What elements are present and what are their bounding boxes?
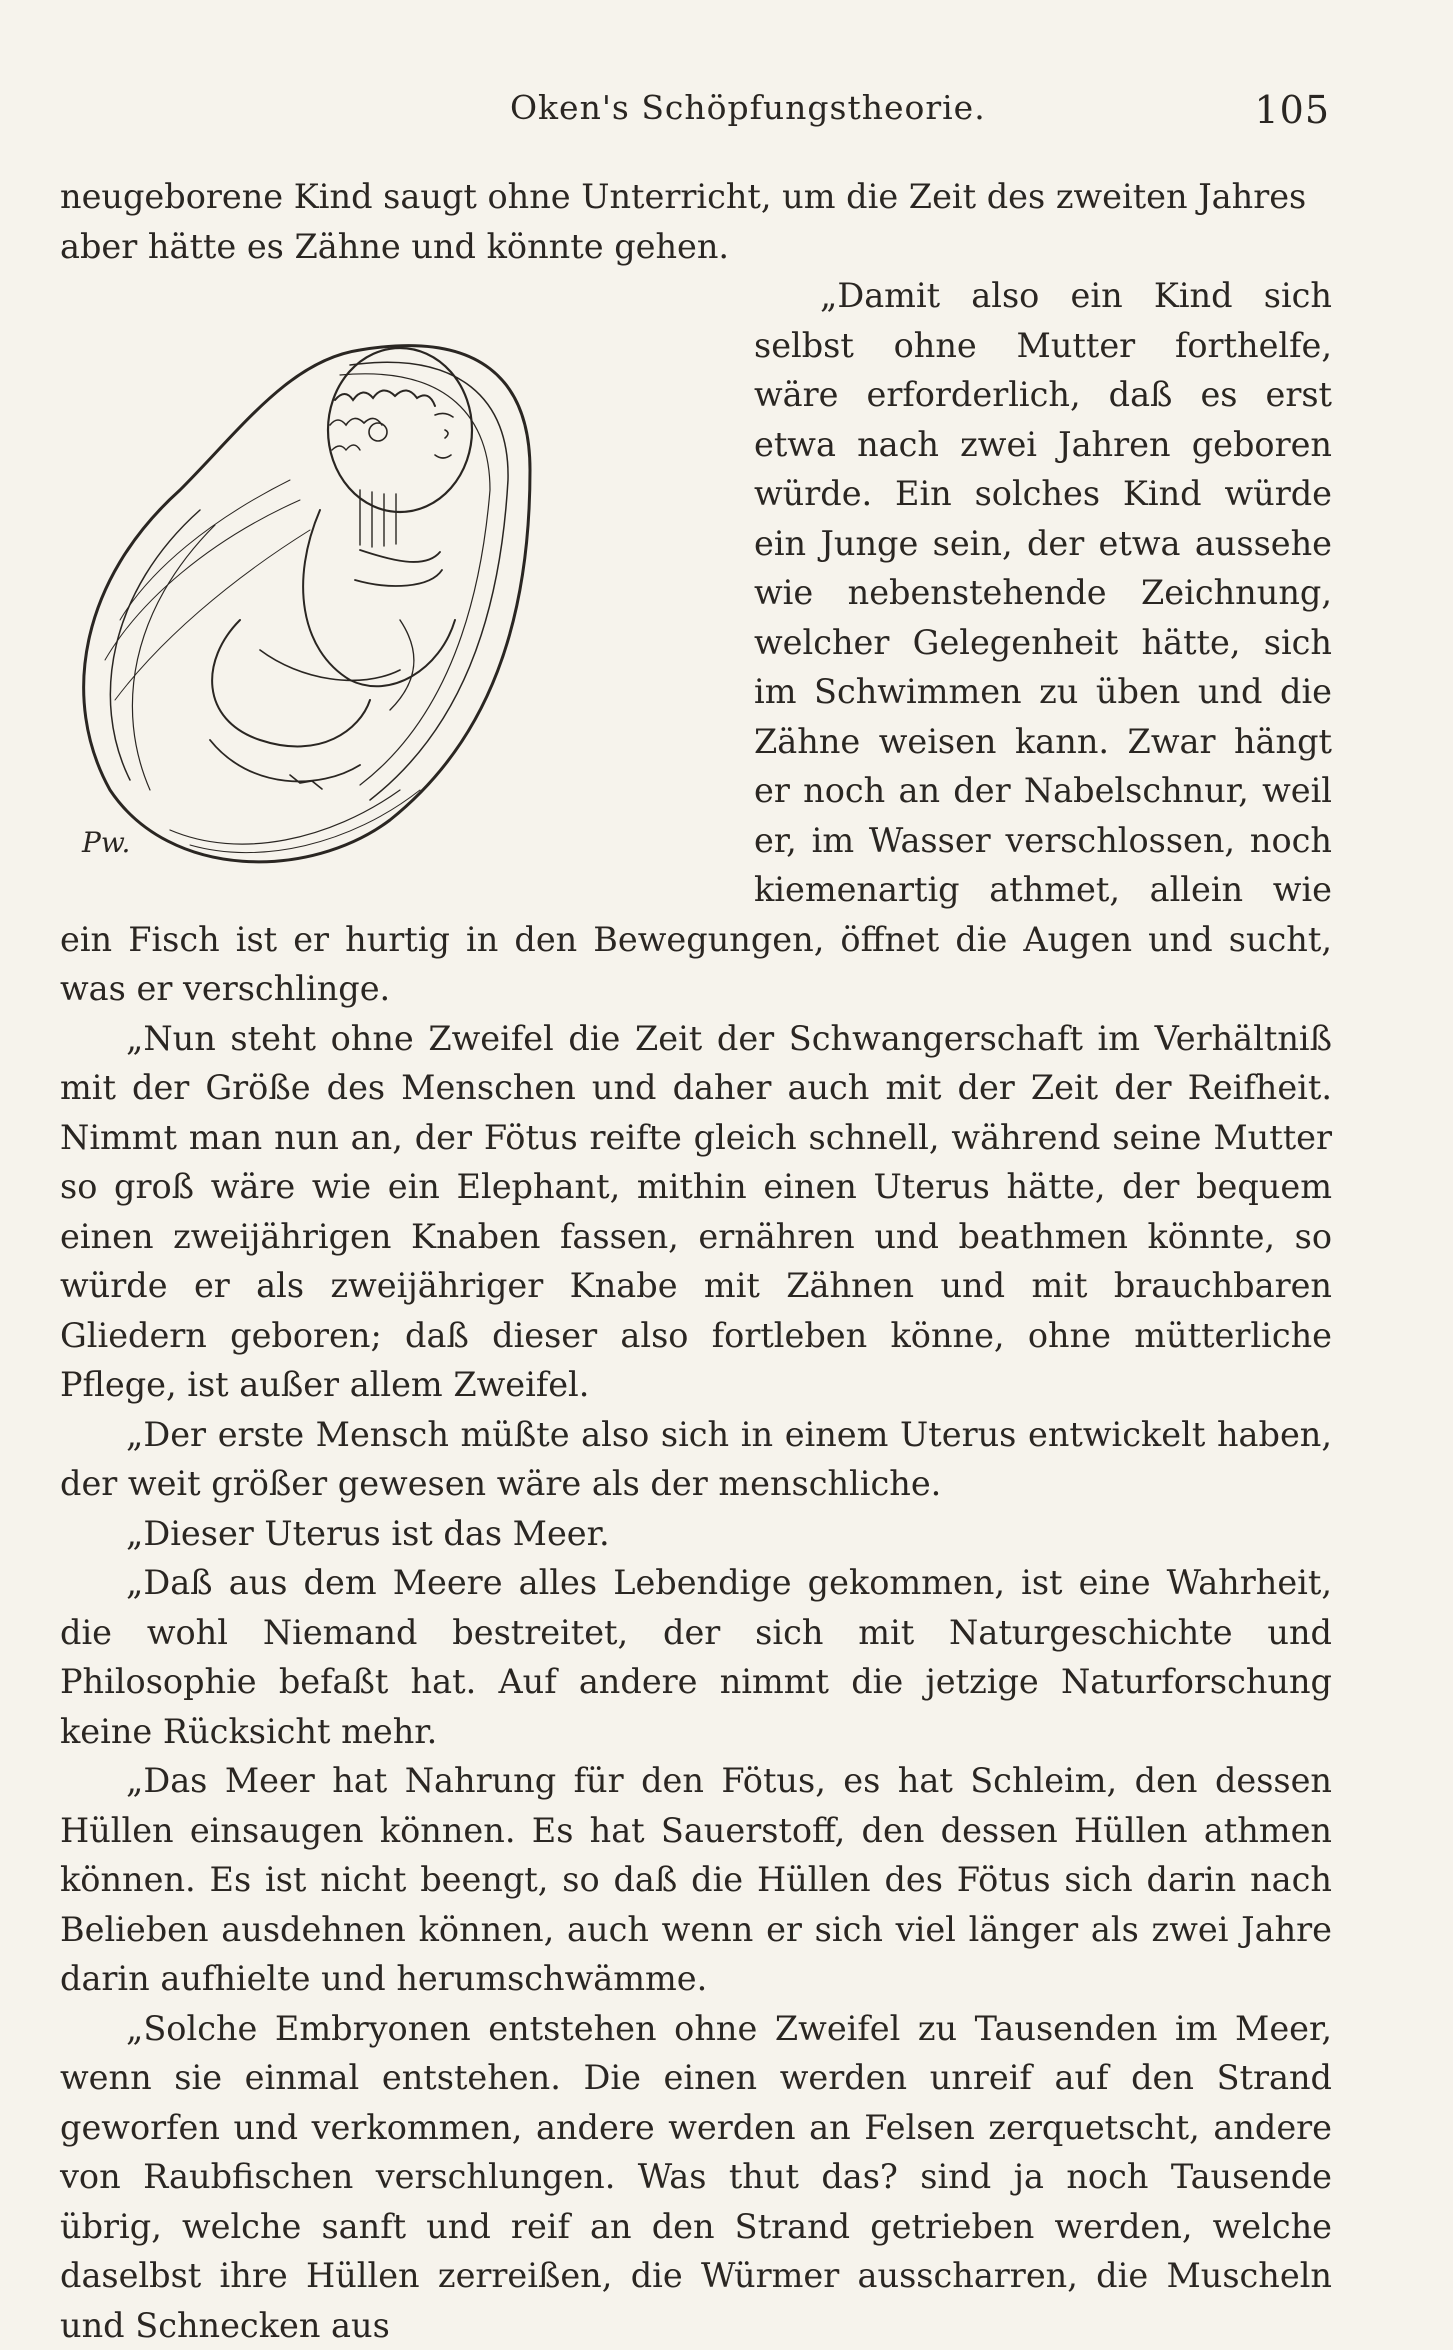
paragraph-3: „Nun steht ohne Zweifel die Zeit der Schwangerschaft im Verhältniß mit der Größe des Menschen und daher auch mit der Zeit der Reifheit. Nimmt man nun an, der Fötus reifte gleich schnell, während seine Mutter so groß wäre wie ein Elephant, mithin einen Uterus hätte, der bequem einen zweijährigen Knaben fassen, ernähren und beathmen könnte, so würde er als zweijähriger Knabe mit Zähnen und mit brauchbaren Gliedern geboren; daß dieser also fortleben könne, ohne mütterliche Pflege, ist außer allem Zweifel. — [60, 1014, 1332, 1410]
paragraph-5: „Dieser Uterus ist das Meer. — [60, 1509, 1332, 1559]
paragraph-1: neugeborene Kind saugt ohne Unterricht, um die Zeit des zweiten Jahres aber hätte es Zähne und könnte gehen. — [60, 172, 1332, 271]
embryo-figure — [60, 320, 720, 875]
paragraph-2: „Damit also ein Kind sich selbst ohne Mutter forthelfe, wäre erforderlich, daß es erst etwa nach zwei Jahren geboren würde. Ein solches Kind würde ein Junge sein, der etwa aussehe wie nebenstehende Zeichnung, welcher Gelegenheit hätte, sich im Schwimmen zu üben und die Zähne weisen kann. Zwar hängt er noch an der Nabelschnur, weil er, im Wasser verschlossen, noch kiemenartig athmet, allein wie ein Fisch ist er hurtig in den Bewegungen, öffnet die Augen und sucht, was er verschlinge. — [60, 271, 1332, 1014]
paragraph-6: „Daß aus dem Meere alles Lebendige gekommen, ist eine Wahrheit, die wohl Niemand bestreitet, der sich mit Naturgeschichte und Philosophie befaßt hat. Auf andere nimmt die jetzige Naturforschung keine Rücksicht mehr. — [60, 1558, 1332, 1756]
embryo-illustration — [60, 320, 720, 875]
paragraph-8: „Solche Embryonen entstehen ohne Zweifel zu Tausenden im Meer, wenn sie einmal entstehen. Die einen werden unreif auf den Strand geworfen und verkommen, andere werden an Felsen zerquetscht, andere von Raubfischen verschlungen. Was thut das? sind ja noch Tausende übrig, welche sanft und reif an den Strand getrieben werden, welche daselbst ihre Hüllen zerreißen, die Würmer ausscharren, die Muscheln und Schnecken aus — [60, 2004, 1332, 2350]
page-number: 105 — [1254, 88, 1330, 132]
paragraph-4: „Der erste Mensch müßte also sich in einem Uterus entwickelt haben, der weit größer gewesen wäre als der menschliche. — [60, 1410, 1332, 1509]
body-text — [60, 172, 1332, 2350]
running-title: Oken's Schöpfungstheorie. — [510, 88, 986, 127]
paragraph-7: „Das Meer hat Nahrung für den Fötus, es hat Schleim, den dessen Hüllen einsaugen können. Es hat Sauerstoff, den dessen Hüllen athmen können. Es ist nicht beengt, so daß die Hüllen des Fötus sich darin nach Belieben ausdehnen können, auch wenn er sich viel länger als zwei Jahre darin aufhielte und herumschwämme. — [60, 1756, 1332, 2004]
illustrator-signature: Pw. — [82, 818, 130, 868]
